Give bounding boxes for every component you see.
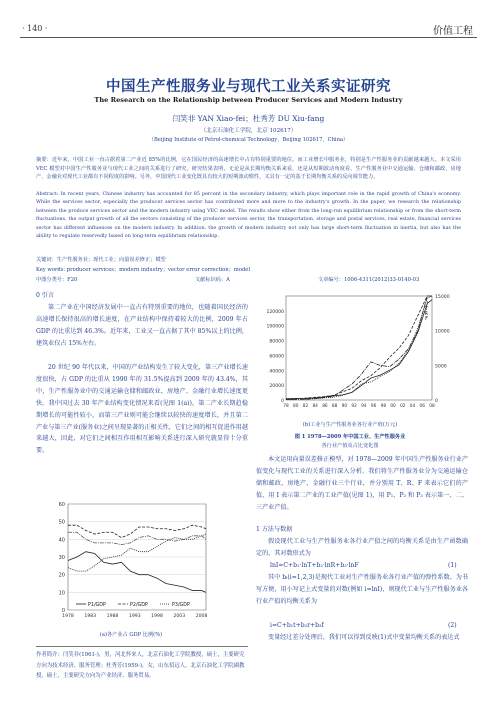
body-paragraph-2: 假设现代工业与生产性服务业各行业产值之间的均衡关系是由生产函数确定的，其对数形式为 — [256, 538, 468, 557]
section-1-heading: 1 方法与数据 — [256, 526, 293, 533]
chart-b-left-y-tick-label: 100000 — [266, 324, 284, 330]
figure-1-caption-line-2: 各行业产值及占比变化图 — [321, 443, 379, 449]
affiliation-en: （Beijing Institute of Petrol-chemical Technology，Beijing 102617，China） — [148, 137, 349, 143]
chart-a-series-line — [68, 532, 206, 544]
author-note: 作者简介：闫笑非(1961-)，男，河北怀来人，北京石油化工学院教授，硕士，主要研究方向为技术经济、服务管理；杜秀芳(1959-)，女，山东招远人，北京石油化工学院副教授，硕士，主要研究方向为产业经济、服务贸易。 — [36, 652, 245, 679]
chart-a-series-line — [68, 552, 206, 593]
chart-b-x-tick-label: 96 — [370, 404, 377, 409]
abstract-en: Abstract: In recent years, Chinese industry has accounted for 85 percent in the secondary industry, which plays important role in the rapid growth of China's economy. While the services sector, especially the producer services sector has contributed more and more to the industry's growth. In the paper, we research the relationship between the produce services sector and the modern industry using VEC model. The results show either from the long-run equilibrium relationship or from the short-term fluctuations, the output growth of all the sectors consisting of the producer services sector, the transportation, storage and postal services, real estate, financial services sector has different influences on the modern industry. In addition, the growth of modern industry not only has large short-term fluctuation in inertia, but also has the ability to regulate reservedly based on long-term equilibrium relationship. — [36, 191, 461, 240]
chart-a-series — [68, 525, 206, 592]
chart-a-y-ticks — [59, 502, 65, 614]
header-rule — [20, 37, 477, 38]
chart-a-legend-label: P3/GDP — [172, 602, 190, 608]
chart-a-legend-label: P2/GDP — [130, 602, 148, 608]
chart-b-x-tick-label: 92 — [351, 404, 357, 409]
chart-a-y-tick-label: 20 — [58, 572, 65, 579]
footnote-rule — [36, 646, 248, 647]
chart-b-output-values — [256, 290, 468, 418]
chart-a-y-tick-label: 30 — [58, 555, 65, 561]
chart-a-x-tick-label: 1998 — [151, 614, 163, 619]
chart-a-x-tick-label: 2003 — [173, 614, 186, 619]
chart-b-left-y-tick-label: 40000 — [269, 369, 284, 375]
chart-b-x-tick-label: 02 — [400, 404, 406, 409]
chart-a-x-tick-label: 1993 — [128, 614, 141, 619]
chart-b-series-label: I — [426, 301, 428, 307]
chart-b-series-line — [286, 300, 432, 399]
equation-1-number: (1) — [448, 562, 457, 569]
chart-a-x-tick-label: 1983 — [84, 614, 97, 619]
affiliation-cn: （北京石油化工学院，北京 102617） — [200, 128, 297, 134]
chart-b-right-y-tick-label: 0 — [435, 399, 438, 404]
chart-b-left-y-tick-label: 0 — [281, 399, 284, 404]
chart-b-left-y-tick-label: 20000 — [269, 384, 284, 390]
article-number: 文章编号：1006-4311(2012)33-0140-03 — [318, 277, 420, 283]
chart-b-x-tick-label: 88 — [331, 404, 338, 409]
chart-a-industry-share — [46, 500, 216, 628]
chart-a-x-tick-label: 1988 — [106, 614, 119, 619]
chart-b-series-label: T — [424, 306, 428, 312]
chart-b-x-tick-label: 80 — [292, 404, 299, 409]
chart-b-left-y-tick-label: 80000 — [269, 339, 284, 345]
equation-2: i=C+b₁t+b₂r+b₃f — [270, 622, 324, 629]
chart-b-x-tick-label: 90 — [341, 404, 348, 409]
chart-b-left-y-ticks — [266, 309, 284, 404]
chart-b-left-y-tick-label: 120000 — [266, 309, 284, 315]
chart-b-right-y-tick-label: 15000 — [435, 295, 450, 300]
chart-a-y-tick-label: 10 — [58, 590, 65, 597]
chart-b-right-y-tick-label: 5000 — [435, 364, 447, 370]
chart-a-y-tick-label: 0 — [61, 608, 65, 614]
chart-a-x-tick-label: 2008 — [195, 614, 208, 619]
chart-b-x-tick-label: 06 — [419, 404, 426, 409]
classification-code: 中图分类号：F20 — [36, 277, 78, 283]
chart-b-caption: (b)工业与生产性服务业各行业产值(万元) — [302, 422, 398, 428]
chart-a-x-tick-label: 1978 — [62, 614, 74, 619]
chart-a-series-line — [68, 525, 206, 537]
chart-a-gridlines — [68, 504, 206, 610]
chart-b-x-tick-label: 94 — [361, 404, 367, 409]
body-paragraph-1: 本文运用向量误差修正模型，对 1978—2009 年中国生产性服务业行业产值变化与现代工业的关系进行深入分析。我们将生产性服务业分为交通运输仓储和邮政、房地产、金融行业三个行业，并分别用 T、R、F 来表示它们的产值，用 I 表示第二产业的工业产值(见图 1)，用 P₁、P₂ 和 P₃ 表示第一、二、三产业产值。 — [256, 456, 468, 511]
document-code: 文献标识码：A — [195, 277, 230, 283]
chart-a-legend-label: P1/GDP — [88, 602, 106, 608]
chart-a-y-tick-label: 60 — [58, 502, 65, 508]
chart-b-x-tick-label: 78 — [283, 404, 289, 409]
chart-b-x-tick-label: 98 — [380, 404, 387, 409]
chart-a-legend — [76, 602, 190, 608]
chart-b-x-tick-label: 84 — [312, 404, 318, 409]
chart-a-y-tick-label: 50 — [58, 519, 65, 526]
equation-1: lnI=C+b₁·lnT+b₂·lnR+b₃·lnF — [270, 562, 359, 569]
chart-b-right-y-tick-label: 10000 — [435, 329, 450, 335]
figure-1-caption-line-1: 图 1 1978—2009 年中国工业、生产性服务业 — [294, 434, 406, 440]
chart-b-series — [286, 296, 432, 400]
chart-b-x-tick-label: 04 — [409, 404, 416, 409]
chart-b-left-y-tick-label: 60000 — [269, 354, 284, 360]
section-0-heading: 0 引言 — [36, 292, 55, 299]
abstract-cn: 摘要：近年来，中国工业一直占据着第二产业近 85%的比例，它在国民经济的高速增长中占有特别重要的地位。而工业增长中服务业，特别是生产性服务业的贡献越来越大。本文采用 VEC 模型对中国生产性服务业与现代工业之间的关系进行了研究。研究结果表明，无论是从长期均衡关系来看，还是从短期波动角度看，生产性服务业中交通运输、仓储和邮政、房地产、金融业对现代工业都有不同程度的影响。另外，中国现代工业变化既具有较大的短期波动惯性，又具有一定的基于长期均衡关系的反向调节能力。 — [36, 157, 461, 181]
paper-title-cn: 中国生产性服务业与现代工业关系实证研究 — [106, 79, 391, 95]
page-number: · 140 · — [22, 24, 48, 33]
body-paragraph-3: 其中 bᵢ(i=1,2,3)是现代工业对生产性服务业各行业产值的弹性系数。为书写方便，用小写记上式变量的对数(例如 i=lnI)，则现代工业与生产性服务业各行业产值的均衡关系为 — [256, 574, 468, 605]
chart-b-x-tick-label: 00 — [390, 404, 396, 409]
chart-b-x-ticks — [283, 403, 435, 409]
chart-a-caption: (a)各产业占 GDP 比例(%) — [99, 632, 163, 638]
paper-authors: 闫笑非 YAN Xiao-fei；杜秀芳 DU Xiu-fang — [172, 114, 325, 123]
chart-b-x-tick-label: 82 — [302, 404, 309, 409]
chart-b-right-y-ticks — [435, 294, 450, 404]
chart-b-x-tick-label: 08 — [429, 404, 435, 409]
body-paragraph-4: 变量经过差分处理后，我们可以得到反映(1)式中变量均衡关系的表达式 — [268, 634, 460, 641]
chart-b-series-label: R — [424, 311, 428, 317]
chart-a-x-ticks — [62, 613, 207, 619]
intro-paragraph-2: 20 世纪 90 年代以来，中国的产业结构发生了较大变化，第三产业增长速度很快，占 GDP 的比重从 1990 年的 31.5%提高到 2009 年的 43.4%，其中，生产性服务业中的交通运输仓储和邮政业、房地产、金融行业增长速度更快。我中国过去 30 年产业结构变化情况来看(见图 1(a))，第二产业长期趋稳期增长的可能性较小，而第三产业则可能会继续以较快的速度增长，并且第二产业与第三产业(服务业)之间呈现显著的正相关性，它们之间的相互促进作用越来越大，因此，对它们之间相互作用相互影响关系进行深入研究就显得十分重要。 — [36, 364, 248, 455]
journal-name: 价值工程 — [433, 26, 473, 37]
chart-b-series-label: F — [425, 316, 428, 322]
chart-a-y-tick-label: 40 — [58, 537, 65, 544]
paper-title-en: The Research on the Relationship between Producer Services and Modern Industry — [94, 96, 403, 104]
keywords-cn: 关键词：生产性服务业；现代工业；向量误差修正；模型 — [36, 257, 166, 263]
chart-b-x-tick-label: 86 — [322, 404, 328, 409]
keywords-en: Key words: producer services；modern industry；vector error correction；model — [36, 267, 251, 273]
intro-paragraph-1: 第二产业在中国经济发展中一直占有特别重要的地位，也随着国民经济的高速增长保持很高的增长速度，在产业结构中保持着较大的比例，2009 年占 GDP 的比重达到 46.3%。近年来，工业又一直占据了其中 85%以上的比例，建筑业仅占 15%左右。 — [36, 304, 248, 347]
equation-2-number: (2) — [448, 622, 457, 629]
